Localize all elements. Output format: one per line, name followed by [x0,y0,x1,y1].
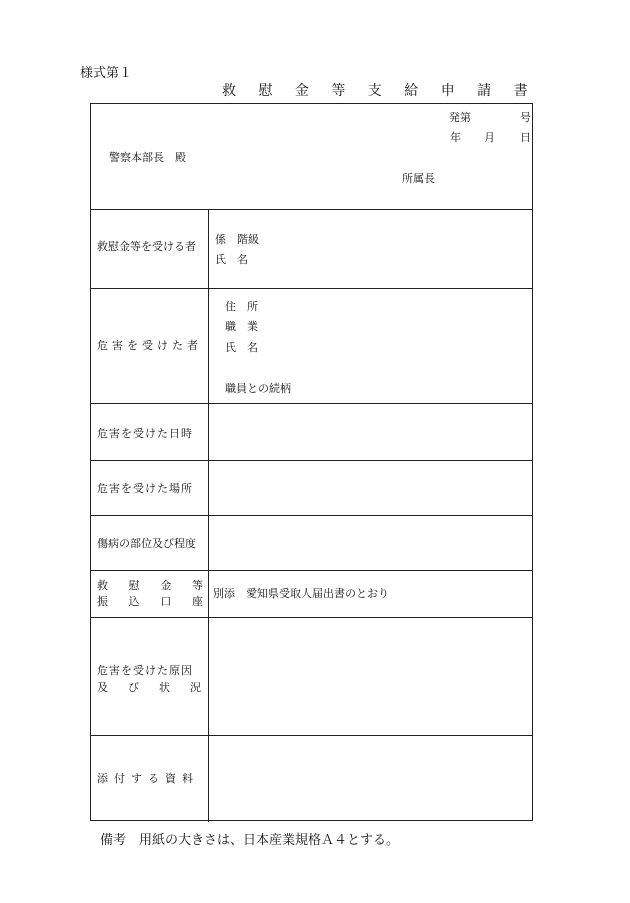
row-divider [91,735,532,736]
injury-label: 傷病の部位及び程度 [97,537,196,550]
recipient-label: 救慰金等を受ける者 [97,240,196,253]
date-year-label: 年 [450,131,461,144]
row-divider [91,209,532,210]
date-month-label: 月 [484,131,495,144]
cause-label-line1: 危害を受けた原因 [97,664,193,677]
label-char: 救 [97,579,108,592]
label-char: 状 [159,681,170,694]
account-label-line2 [97,596,203,607]
attachments-label: 添付する資料 [97,772,199,785]
label-char: 振 [97,595,108,608]
doc-number-suffix: 号 [520,111,531,124]
form-number: 様式第１ [80,66,133,81]
row-divider [91,570,532,571]
row-divider [91,288,532,289]
label-char: 況 [190,681,201,694]
victim-label: 危害を受けた者 [97,339,202,352]
label-char: 座 [191,595,203,608]
incident-datetime-label: 危害を受けた日時 [97,427,193,440]
victim-address-field: 住 所 [225,300,258,313]
date-day-label: 日 [520,131,531,144]
recipient-rank-field: 係 階級 [215,233,259,246]
doc-number-prefix: 発第 [449,111,471,124]
victim-name-field: 氏 名 [225,341,258,354]
recipient-name-field: 氏 名 [215,253,248,266]
label-char: 込 [128,595,140,608]
account-label-line1 [97,580,203,591]
sender-title: 所属長 [402,172,435,185]
document-title: 救 慰 金 等 支 給 申 請 書 [222,83,537,99]
remark-note: 備考 用紙の大きさは、日本産業規格Ａ４とする。 [100,833,400,848]
addressee: 警察本部長 殿 [109,151,186,164]
victim-occupation-field: 職 業 [225,320,258,333]
label-char: び [128,681,139,694]
column-divider [208,209,209,822]
account-value: 別添 愛知県受取人届出書のとおり [213,587,389,600]
row-divider [91,617,532,618]
label-char: 及 [97,681,108,694]
row-divider [91,515,532,516]
row-divider [91,460,532,461]
label-char: 等 [191,579,203,592]
incident-place-label: 危害を受けた場所 [97,482,193,495]
row-divider [91,403,532,404]
victim-relation-field: 職員との続柄 [225,382,291,395]
label-char: 慰 [128,579,140,592]
application-form-table [90,103,533,821]
label-char: 口 [160,595,172,608]
cause-label-line2 [97,682,201,693]
label-char: 金 [160,579,172,592]
